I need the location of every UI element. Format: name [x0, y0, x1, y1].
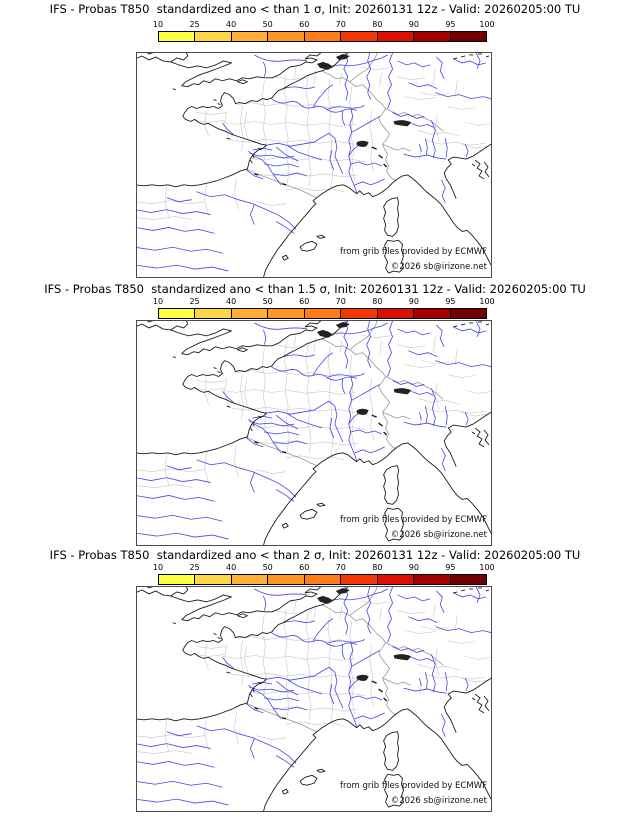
coastline-layer: [137, 587, 491, 811]
colorbar-segment: [159, 32, 195, 41]
panel-title: IFS - Probas T850 standardized ano < than 2 σ, Init: 20260131 12z - Valid: 20260205:00 TU: [49, 548, 581, 562]
colorbar-segment: [414, 309, 450, 318]
colorbar-segment: [195, 575, 231, 584]
coastline-layer: [137, 53, 491, 277]
probability-map-panel-2sigma: [0, 546, 630, 828]
colorbar-tick-row: [152, 20, 495, 30]
colorbar-segment: [305, 575, 341, 584]
copyright-credit: ©2026 sb@irizone.net: [390, 796, 487, 806]
lakes-layer: [317, 322, 411, 415]
colorbar: [158, 308, 487, 319]
colorbar-segment: [268, 575, 304, 584]
base-map: [137, 53, 491, 277]
colorbar-segment: [341, 32, 377, 41]
colorbar-segment: [341, 575, 377, 584]
base-map: [137, 321, 491, 545]
colorbar-tick-label: 70: [335, 297, 346, 306]
colorbar-tick-label: 50: [262, 297, 273, 306]
lakes-layer: [317, 588, 411, 681]
weather-map: [136, 52, 492, 278]
copyright-credit: ©2026 sb@irizone.net: [390, 262, 487, 272]
colorbar-tick-label: 25: [189, 297, 200, 306]
colorbar-tick-label: 50: [262, 20, 273, 29]
colorbar-segment: [232, 32, 268, 41]
probability-colorbar: [152, 297, 495, 319]
colorbar-segment: [451, 575, 486, 584]
colorbar-segment: [378, 575, 414, 584]
ecmwf-credit: from grib files provided by ECMWF: [340, 247, 487, 257]
colorbar-segment: [378, 32, 414, 41]
copyright-credit: ©2026 sb@irizone.net: [390, 530, 487, 540]
colorbar-segment: [232, 575, 268, 584]
colorbar-segment: [268, 32, 304, 41]
colorbar-segment: [414, 575, 450, 584]
colorbar-tick-label: 25: [189, 20, 200, 29]
colorbar-segment: [305, 32, 341, 41]
colorbar-tick-label: 80: [372, 297, 383, 306]
colorbar-tick-row: [152, 563, 495, 573]
colorbar-tick-label: 90: [408, 20, 419, 29]
probability-colorbar: [152, 20, 495, 42]
colorbar-tick-label: 100: [479, 20, 495, 29]
colorbar-segment: [159, 309, 195, 318]
probability-colorbar: [152, 563, 495, 585]
borders-layer: [246, 587, 443, 732]
colorbar-segment: [232, 309, 268, 318]
probability-map-panel-1-5sigma: [0, 280, 630, 546]
colorbar-tick-label: 90: [408, 297, 419, 306]
ecmwf-credit: from grib files provided by ECMWF: [340, 515, 487, 525]
colorbar: [158, 574, 487, 585]
colorbar-tick-label: 25: [189, 563, 200, 572]
colorbar-tick-label: 95: [445, 563, 456, 572]
colorbar-tick-label: 100: [479, 297, 495, 306]
colorbar-tick-row: [152, 297, 495, 307]
colorbar-segment: [268, 309, 304, 318]
weather-map: [136, 320, 492, 546]
base-map: [137, 587, 491, 811]
colorbar-tick-label: 60: [299, 563, 310, 572]
colorbar-tick-label: 95: [445, 297, 456, 306]
colorbar-segment: [159, 575, 195, 584]
colorbar-tick-label: 90: [408, 563, 419, 572]
colorbar-tick-label: 50: [262, 563, 273, 572]
colorbar-tick-label: 40: [226, 563, 237, 572]
colorbar-segment: [305, 309, 341, 318]
colorbar-segment: [451, 32, 486, 41]
colorbar-tick-label: 70: [335, 20, 346, 29]
colorbar-tick-label: 40: [226, 20, 237, 29]
panel-title: IFS - Probas T850 standardized ano < than 1 σ, Init: 20260131 12z - Valid: 20260205:00 TU: [49, 2, 581, 16]
colorbar-tick-label: 95: [445, 20, 456, 29]
colorbar-tick-label: 60: [299, 297, 310, 306]
colorbar-segment: [195, 309, 231, 318]
colorbar-tick-label: 10: [152, 563, 164, 572]
colorbar: [158, 31, 487, 42]
colorbar-tick-label: 10: [152, 20, 164, 29]
colorbar-segment: [451, 309, 486, 318]
colorbar-segment: [195, 32, 231, 41]
ecmwf-credit: from grib files provided by ECMWF: [340, 781, 487, 791]
colorbar-tick-label: 10: [152, 297, 164, 306]
colorbar-segment: [341, 309, 377, 318]
panel-title: IFS - Probas T850 standardized ano < than 1.5 σ, Init: 20260131 12z - Valid: 20260205:00 TU: [44, 282, 586, 296]
colorbar-tick-label: 40: [226, 297, 237, 306]
lakes-layer: [317, 54, 411, 147]
colorbar-tick-label: 80: [372, 20, 383, 29]
colorbar-tick-label: 80: [372, 563, 383, 572]
colorbar-segment: [414, 32, 450, 41]
coastline-layer: [137, 321, 491, 545]
colorbar-tick-label: 60: [299, 20, 310, 29]
weather-map: [136, 586, 492, 812]
colorbar-tick-label: 70: [335, 563, 346, 572]
probability-map-panel-1sigma: [0, 0, 630, 280]
colorbar-segment: [378, 309, 414, 318]
colorbar-tick-label: 100: [479, 563, 495, 572]
